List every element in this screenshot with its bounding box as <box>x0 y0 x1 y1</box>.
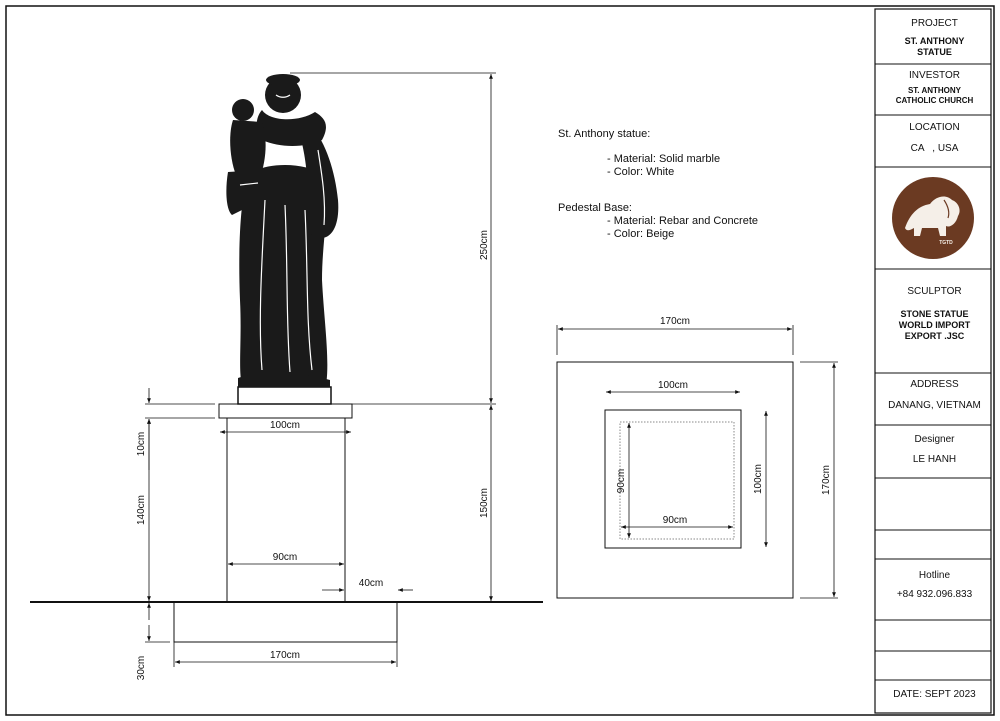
sculptor-name-line2: WORLD IMPORT <box>898 320 971 330</box>
sculptor-label: SCULPTOR <box>907 286 962 297</box>
date-value: DATE: SEPT 2023 <box>893 689 976 700</box>
footing <box>174 602 397 642</box>
st-anthony-statue-figure <box>226 74 338 387</box>
designer-value: LE HANH <box>912 454 957 465</box>
plan-outer-height-label: 170cm <box>821 464 832 496</box>
sheet-border <box>6 6 994 715</box>
address-section <box>878 379 991 411</box>
hotline-label: Hotline <box>918 570 951 581</box>
plan-view <box>557 316 838 598</box>
investor-name-line1: ST. ANTHONY <box>907 86 962 95</box>
statue-height-label: 250cm <box>479 229 490 261</box>
plan-outer-width-label: 170cm <box>659 316 691 327</box>
project-name-line1: ST. ANTHONY <box>904 36 965 46</box>
footing-depth-label: 30cm <box>136 655 147 681</box>
base-material-note: - Material: Rebar and Concrete <box>607 215 759 227</box>
pedestal-column <box>227 418 345 602</box>
designer-section <box>878 434 991 465</box>
title-block <box>878 7 991 715</box>
column-width-label: 90cm <box>272 552 298 563</box>
base-color-note: - Color: Beige <box>607 228 675 240</box>
sculptor-name-line3: EXPORT .JSC <box>904 331 965 341</box>
elevation-view <box>30 73 543 680</box>
plan-mid-height-label: 100cm <box>753 463 764 495</box>
address-value: DANANG, VIETNAM <box>888 400 981 411</box>
base-notes-heading: Pedestal Base: <box>558 202 632 214</box>
material-notes <box>558 128 758 241</box>
offset-label: 40cm <box>358 578 384 589</box>
hotline-section <box>878 570 991 600</box>
investor-label: INVESTOR <box>909 70 960 81</box>
plan-inner-height-label: 90cm <box>616 468 627 494</box>
statue-color-note: - Color: White <box>607 166 675 178</box>
date-section <box>878 689 991 700</box>
address-label: ADDRESS <box>910 379 959 390</box>
plan-inner-width-label: 90cm <box>662 515 688 526</box>
project-label: PROJECT <box>911 18 958 29</box>
cap-thickness-label: 10cm <box>136 431 147 457</box>
statue-plinth <box>238 387 331 404</box>
footing-width-label: 170cm <box>269 650 301 661</box>
logo-text: TGTD <box>939 240 953 246</box>
pedestal-cap <box>219 404 352 418</box>
location-value: CA , USA <box>910 143 959 154</box>
statue-material-note: - Material: Solid marble <box>607 153 721 165</box>
investor-section <box>878 70 991 106</box>
designer-label: Designer <box>914 434 955 445</box>
hotline-value: +84 932.096.833 <box>896 589 973 600</box>
project-section <box>878 18 991 58</box>
cap-width-label: 100cm <box>269 420 301 431</box>
sculptor-section <box>878 286 991 342</box>
location-label: LOCATION <box>909 122 960 133</box>
investor-name-line2: CATHOLIC CHURCH <box>895 96 974 105</box>
pedestal-height-label: 150cm <box>479 487 490 519</box>
plan-mid-width-label: 100cm <box>657 380 689 391</box>
location-section <box>878 122 991 154</box>
statue-notes-heading: St. Anthony statue: <box>558 128 651 140</box>
project-name-line2: STATUE <box>917 47 952 57</box>
column-height-label: 140cm <box>136 494 147 526</box>
sculptor-name-line1: STONE STATUE <box>900 309 969 319</box>
